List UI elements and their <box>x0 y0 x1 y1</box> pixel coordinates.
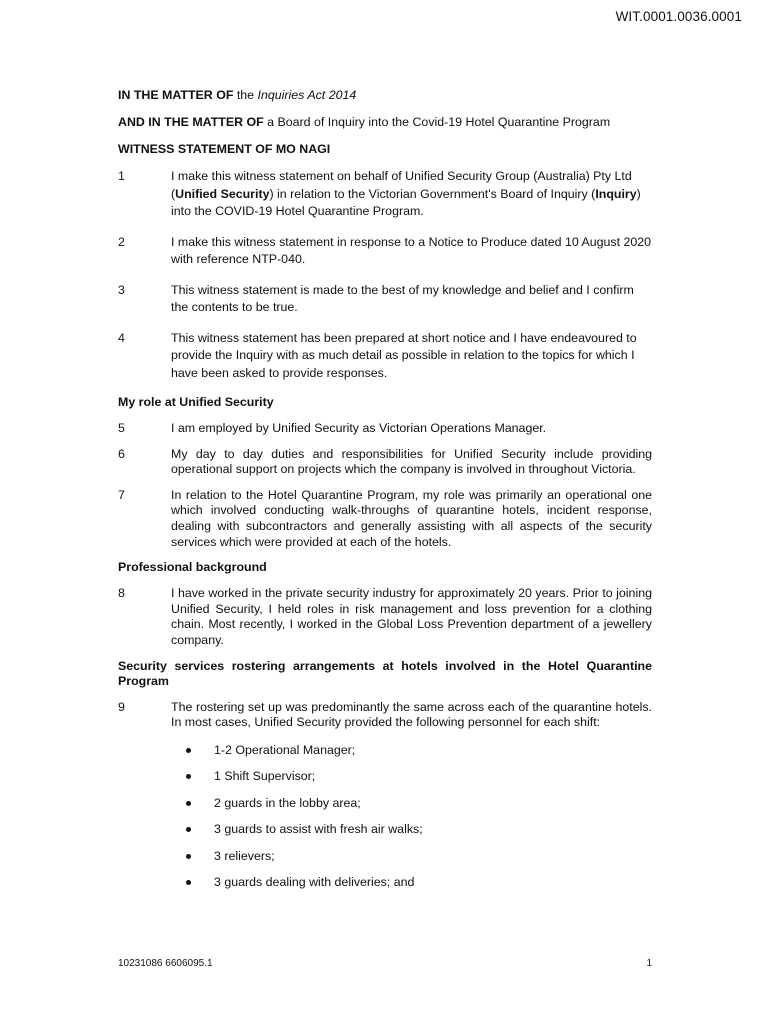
paragraph-text: The rostering set up was predominantly the same across each of the quarantine hotels. In most cases, Unified Security provided the following personnel for each shift: <box>171 699 652 730</box>
paragraph-text: ) into the COVID-19 Hotel Quarantine Program. <box>171 186 641 218</box>
paragraph-3 <box>118 282 652 317</box>
paragraph-text: My day to day duties and responsibilities for Unified Security include providing operational support on projects which the company is involved in throughout Victoria. <box>171 446 652 477</box>
act-name: Inquiries Act 2014 <box>257 88 357 102</box>
matter-line-1 <box>118 88 652 103</box>
matter-label: IN THE MATTER OF <box>118 88 234 102</box>
list-item: 2 guards in the lobby area; <box>186 796 652 823</box>
statement-title: WITNESS STATEMENT OF MO NAGI <box>118 142 331 156</box>
list-item: 3 guards dealing with deliveries; and <box>186 875 652 902</box>
paragraph-number: 2 <box>118 234 125 249</box>
paragraph-6 <box>118 447 652 478</box>
matter-label-2: AND IN THE MATTER OF <box>118 115 264 129</box>
paragraph-text: ) in relation to the Victorian Government's Board of Inquiry ( <box>269 186 596 201</box>
list-item: 1 Shift Supervisor; <box>186 769 652 796</box>
paragraph-text: This witness statement has been prepared at short notice and I have endeavoured to provide the Inquiry with as much detail as possible in relation to the topics for which I have been asked to provide responses. <box>171 330 637 380</box>
paragraph-4 <box>118 330 652 383</box>
paragraph-8 <box>118 586 652 648</box>
paragraph-number: 9 <box>118 699 125 714</box>
list-item: 3 guards to assist with fresh air walks; <box>186 822 652 849</box>
paragraph-number: 4 <box>118 330 125 345</box>
paragraph-number: 1 <box>118 169 125 183</box>
page-number: 1 <box>646 958 652 969</box>
paragraph-1 <box>118 168 652 221</box>
paragraph-text: In relation to the Hotel Quarantine Program, my role was primarily an operational one which involved conducting walk-throughs of quarantine hotels, incident response, dealing with subcontractors and generally assisting with all aspects of the security services which were provided at each of the hotels. <box>171 487 652 549</box>
paragraph-number: 7 <box>118 487 125 502</box>
paragraph-text: I have worked in the private security industry for approximately 20 years. Prior to joining Unified Security, I held roles in risk management and loss prevention for a clothing chain. Most recently, I worked in the Global Loss Prevention department of a jewellery company. <box>171 586 652 647</box>
section-heading-rostering: Security services rostering arrangements at hotels involved in the Hotel Quarantine Program <box>118 658 652 688</box>
paragraph-number: 6 <box>118 446 125 461</box>
paragraph-number: 8 <box>118 586 125 601</box>
section-heading-background: Professional background <box>118 560 267 575</box>
matter-text-2: a Board of Inquiry into the Covid-19 Hotel Quarantine Program <box>263 115 611 129</box>
paragraph-number: 5 <box>118 421 125 435</box>
paragraph-text: This witness statement is made to the best of my knowledge and belief and I confirm the contents to be true. <box>171 282 634 314</box>
personnel-list <box>118 743 652 902</box>
paragraph-5 <box>118 421 652 437</box>
list-item: 3 relievers; <box>186 849 652 876</box>
paragraph-9 <box>118 700 652 731</box>
matter-text: the <box>233 88 258 102</box>
section-heading-role: My role at Unified Security <box>118 395 274 409</box>
defined-term: Inquiry <box>595 186 637 201</box>
defined-term: Unified Security <box>175 186 270 201</box>
paragraph-text: I make this witness statement on behalf of Unified Security Group (Australia) Pty Ltd ( <box>171 169 632 201</box>
footer-reference: 10231086 6606095.1 <box>118 958 213 969</box>
paragraph-text: I am employed by Unified Security as Victorian Operations Manager. <box>171 421 547 435</box>
list-item: 1-2 Operational Manager; <box>186 743 652 770</box>
statement-body <box>118 88 652 902</box>
paragraph-7 <box>118 488 652 550</box>
paragraph-text: I make this witness statement in response to a Notice to Produce dated 10 August 2020 with reference NTP-040. <box>171 234 652 266</box>
paragraph-2 <box>118 234 652 269</box>
paragraph-number: 3 <box>118 282 125 297</box>
matter-line-2 <box>118 115 652 130</box>
document-id: WIT.0001.0036.0001 <box>615 9 742 24</box>
